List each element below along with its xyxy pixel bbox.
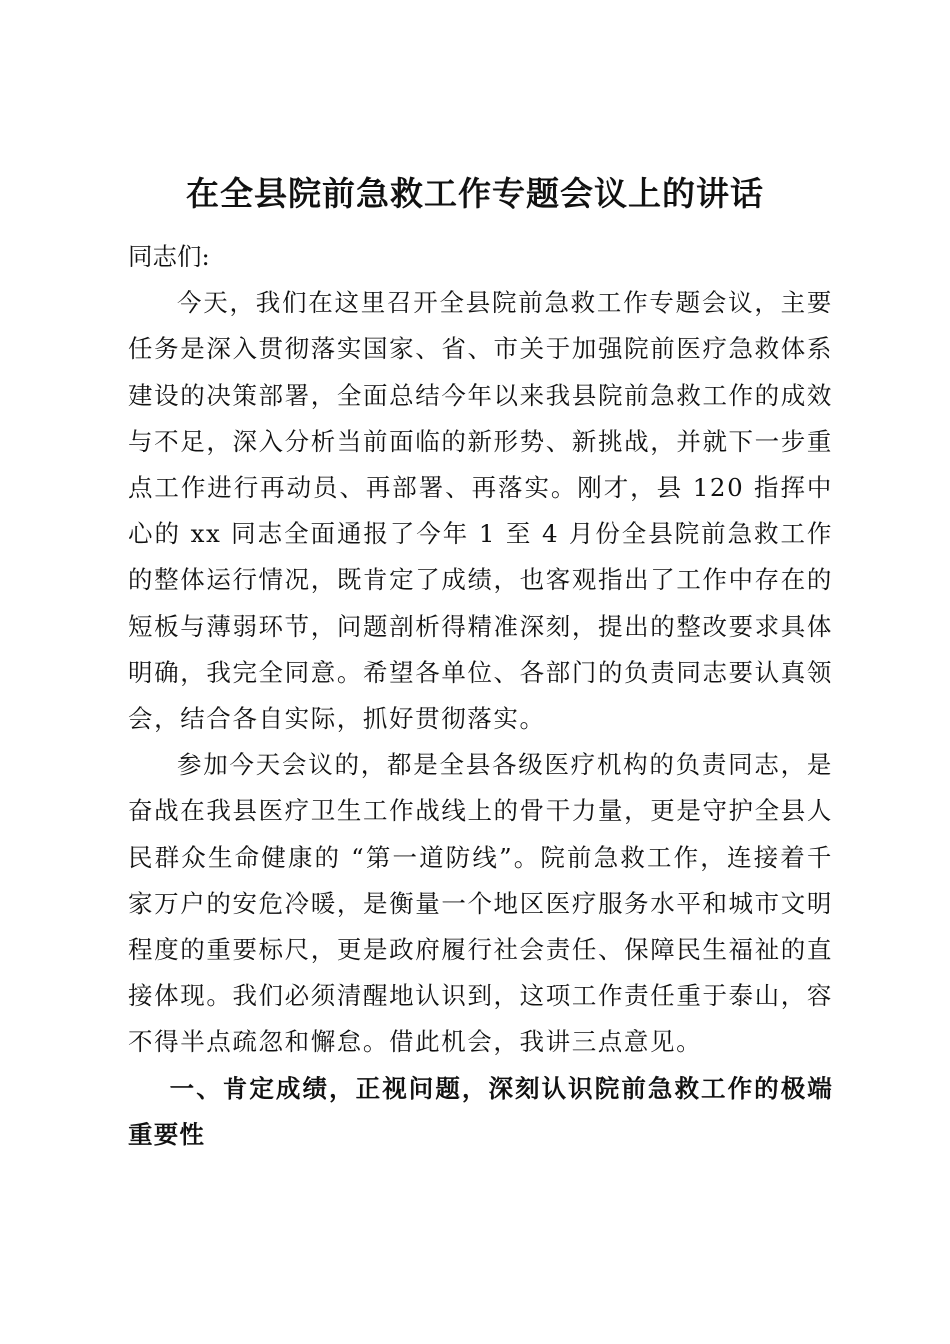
paragraph-attendees: 参加今天会议的，都是全县各级医疗机构的负责同志，是奋战在我县医疗卫生工作战线上的骨干力量，更是守护全县人民群众生命健康的 “第一道防线”。院前急救工作，连接着千家万户的安危冷暖，是衡量一个地区医疗服务水平和城市文明程度的重要标尺，更是政府履行社会责任、保障民生福祉的直接体现。我们必须清醒地认识到，这项工作责任重于泰山，容不得半点疏忽和懈怠。借此机会，我讲三点意见。 [128,750,833,1057]
salutation: 同志们: [128,242,210,271]
document-body [128,234,833,1158]
document-title: 在全县院前急救工作专题会议上的讲话 [186,174,764,213]
paragraph-opening: 今天，我们在这里召开全县院前急救工作专题会议，主要任务是深入贯彻落实国家、省、市关于加强院前医疗急救体系建设的决策部署，全面总结今年以来我县院前急救工作的成效与不足，深入分析当前面临的新形势、新挑战，并就下一步重点工作进行再动员、再部署、再落实。刚才，县 120 指挥中心的 xx 同志全面通报了今年 1 至 4 月份全县院前急救工作的整体运行情况，既肯定了成绩，也客观指出了工作中存在的短板与薄弱环节，问题剖析得精准深刻，提出的整改要求具体明确，我完全同意。希望各单位、各部门的负责同志要认真领会，结合各自实际，抓好贯彻落实。 [128,288,833,734]
section-heading: 一、肯定成绩，正视问题，深刻认识院前急救工作的极端重要性 [128,1073,833,1149]
